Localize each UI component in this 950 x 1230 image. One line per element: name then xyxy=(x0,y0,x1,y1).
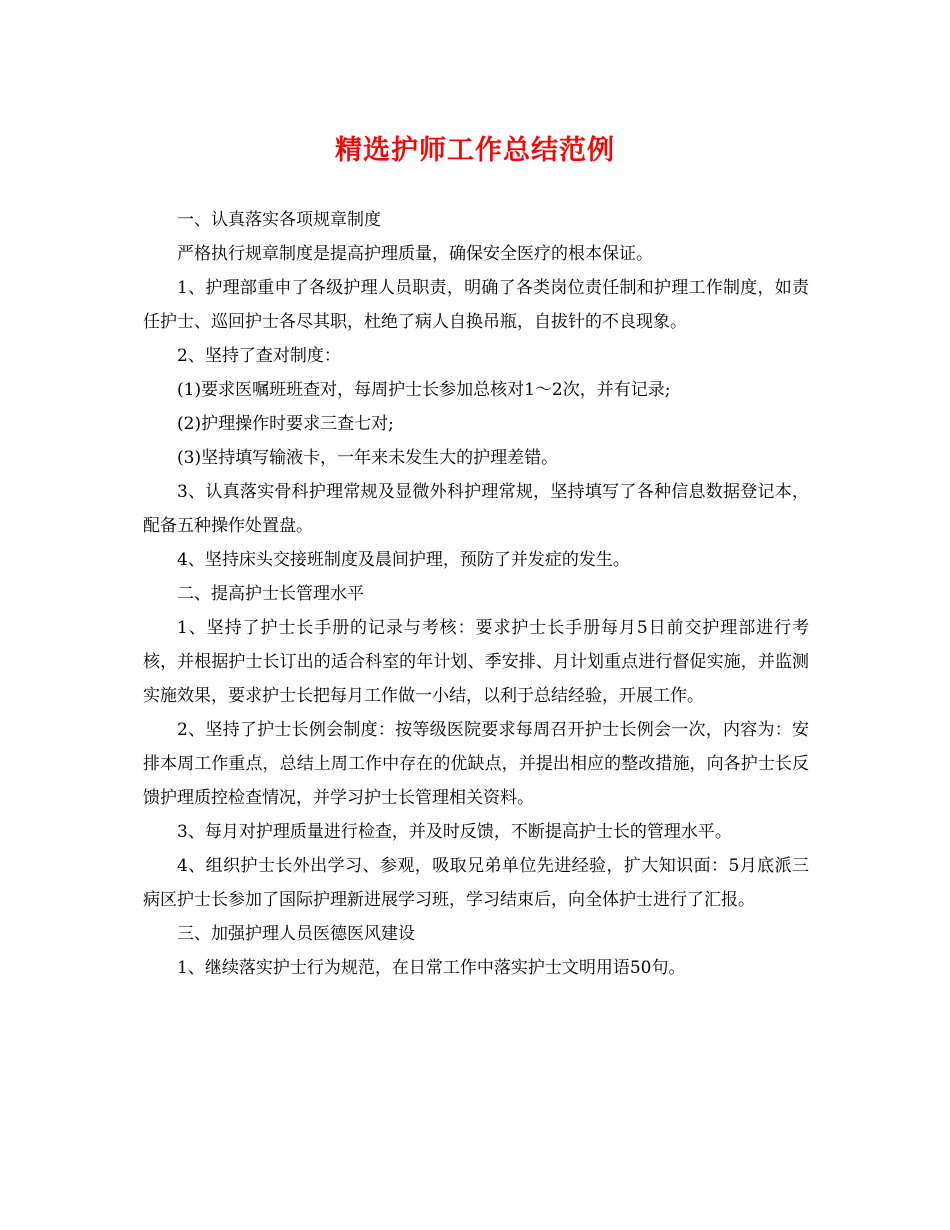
paragraph: 1、护理部重申了各级护理人员职责，明确了各类岗位责任制和护理工作制度，如责任护士、巡回护士各尽其职，杜绝了病人自换吊瓶，自拔针的不良现象。 xyxy=(143,278,809,332)
document-title: 精选护师工作总结范例 xyxy=(335,135,615,166)
document-body xyxy=(143,203,809,985)
paragraph: 严格执行规章制度是提高护理质量，确保安全医疗的根本保证。 xyxy=(177,244,653,264)
section-heading-3: 三、加强护理人员医德医风建设 xyxy=(177,924,415,944)
paragraph: 3、每月对护理质量进行检查，并及时反馈，不断提高护士长的管理水平。 xyxy=(177,822,732,842)
paragraph: 2、坚持了查对制度： xyxy=(177,346,341,366)
paragraph: (3)坚持填写输液卡，一年来未发生大的护理差错。 xyxy=(177,448,559,468)
section-heading-2: 二、提高护士长管理水平 xyxy=(177,584,364,604)
paragraph: 1、继续落实护士行为规范，在日常工作中落实护士文明用语50句。 xyxy=(177,958,686,978)
paragraph: 4、坚持床头交接班制度及晨间护理，预防了并发症的发生。 xyxy=(177,550,630,570)
paragraph: 2、坚持了护士长例会制度：按等级医院要求每周召开护士长例会一次，内容为：安排本周工作重点，总结上周工作中存在的优缺点，并提出相应的整改措施，向各护士长反馈护理质控检查情况，并学习护士长管理相关资料。 xyxy=(143,720,809,808)
paragraph: (2)护理操作时要求三查七对; xyxy=(177,414,394,434)
paragraph: (1)要求医嘱班班查对，每周护士长参加总核对1～2次，并有记录; xyxy=(177,380,671,400)
paragraph: 4、组织护士长外出学习、参观，吸取兄弟单位先进经验，扩大知识面：5月底派三病区护士长参加了国际护理新进展学习班，学习结束后，向全体护士进行了汇报。 xyxy=(143,856,809,910)
paragraph: 1、坚持了护士长手册的记录与考核：要求护士长手册每月5日前交护理部进行考核，并根据护士长订出的适合科室的年计划、季安排、月计划重点进行督促实施，并监测实施效果，要求护士长把每月工作做一小结，以利于总结经验，开展工作。 xyxy=(143,618,809,706)
paragraph: 3、认真落实骨科护理常规及显微外科护理常规，坚持填写了各种信息数据登记本，配备五种操作处置盘。 xyxy=(143,482,809,536)
section-heading-1: 一、认真落实各项规章制度 xyxy=(177,210,381,230)
